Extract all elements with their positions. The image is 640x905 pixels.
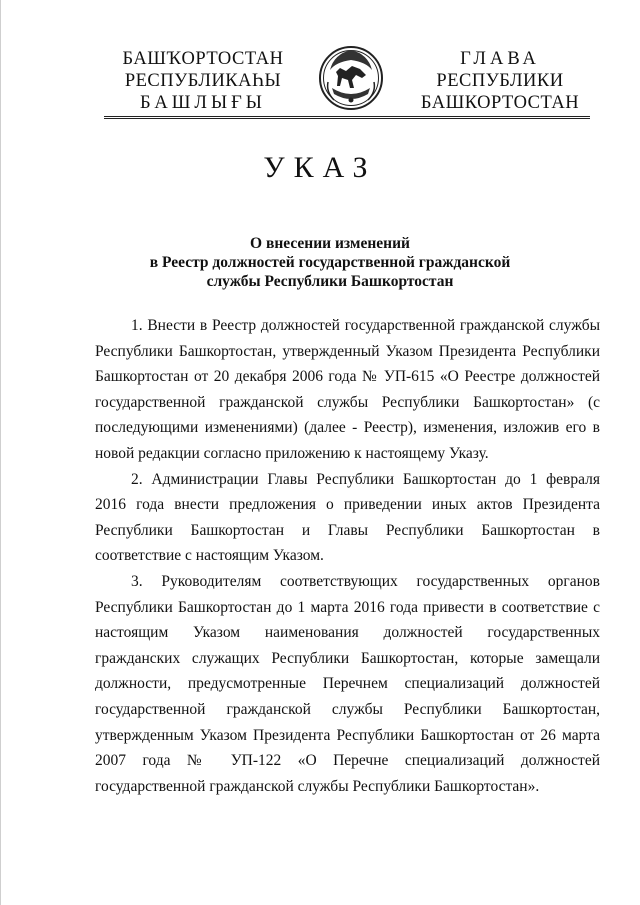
paragraph-3: 3. Руководителям соответствующих государственных органов Республики Башкортостан до 1 марта 2016 года привести в соответствие с настоящим Указом наименования должностей государственных гражданских служащих Республики Башкортостан, которые замещали должности, предусмотренные Перечнем специализаций должностей государственной гражданской службы Республики Башкортостан, утвержденным Указом Президента Республики Башкортостан от 26 марта 2007 года № УП-122 «О Перечне специализаций должностей государственной гражданской службы Республики Башкортостан». (95, 572, 600, 795)
document-body (95, 313, 600, 799)
header-divider (104, 116, 590, 119)
page-edge (0, 0, 7, 905)
document-subject (120, 234, 540, 291)
header-left-block (112, 48, 294, 114)
subject-line: О внесении изменений (250, 235, 410, 252)
subject-line: службы Республики Башкортостан (206, 273, 454, 290)
coat-of-arms-icon (316, 42, 386, 112)
header-left-line: БАШЛЫҒЫ (140, 93, 266, 113)
subject-line: в Реестр должностей государственной гражданской (149, 254, 511, 271)
header-right-block (420, 48, 580, 114)
document-title: УКАЗ (263, 151, 377, 184)
header-right-line: БАШКОРТОСТАН (420, 93, 580, 113)
header-left-line: БАШҠОРТОСТАН (122, 49, 284, 69)
header-right-line: ГЛАВА (460, 49, 540, 69)
paragraph-1: 1. Внести в Реестр должностей государственной гражданской службы Республики Башкортостан, утвержденный Указом Президента Республики Башкортостан от 20 декабря 2006 года № УП-615 «О Реестре должностей государственной гражданской службы Республики Башкортостан» (с последующими изменениями) (далее - Реестр), изменения, изложив его в новой редакции согласно приложению к настоящему Указу. (95, 317, 600, 462)
header-left-line: РЕСПУБЛИКАҺЫ (124, 71, 282, 91)
header-right-line: РЕСПУБЛИКИ (436, 71, 564, 91)
paragraph-2: 2. Администрации Главы Республики Башкортостан до 1 февраля 2016 года внести предложения о приведении иных актов Президента Республики Башкортостан и Главы Республики Башкортостан в соответствие с настоящим Указом. (95, 470, 600, 565)
